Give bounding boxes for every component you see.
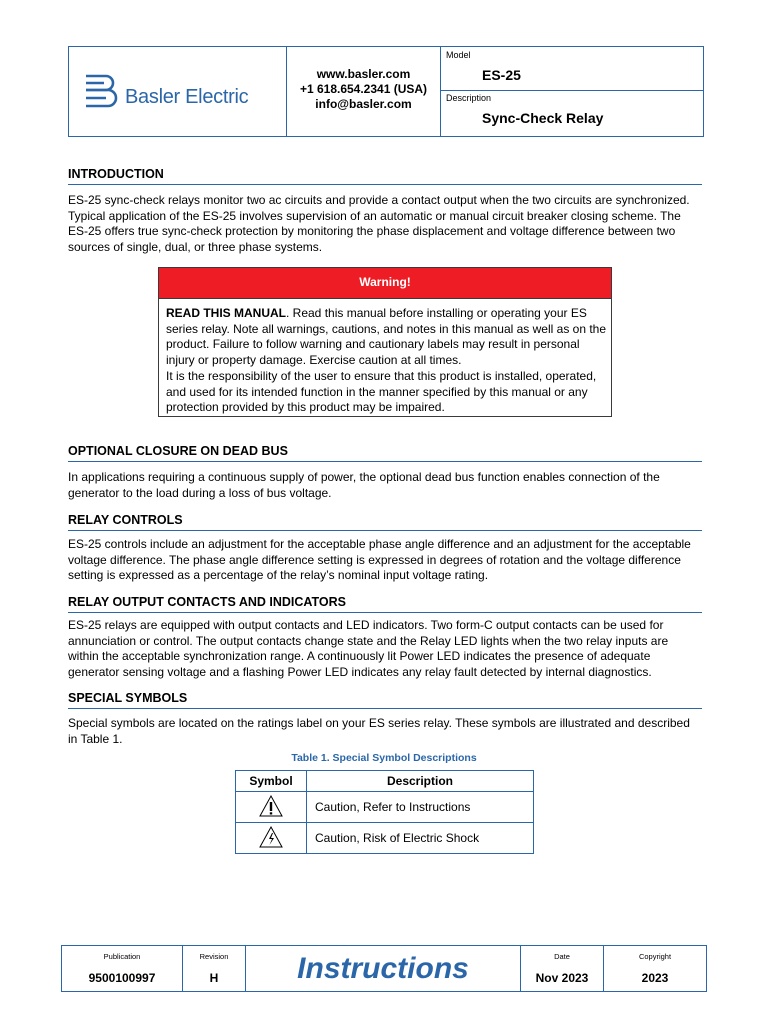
table-row <box>236 792 534 823</box>
warning-title: Warning! <box>159 268 611 299</box>
outputs-heading: RELAY OUTPUT CONTACTS AND INDICATORS <box>68 595 702 613</box>
publication-cell <box>62 946 183 991</box>
model-label: Model <box>446 50 471 60</box>
logo-cell <box>69 47 287 136</box>
col-symbol: Symbol <box>236 771 307 792</box>
controls-text: ES-25 controls include an adjustment for the acceptable phase angle difference and an adjustment for the acceptable voltage difference. The phase angle difference setting is expressed in degrees of rotation and the voltage difference setting is expressed as a percentage of the relay’s nominal input voltage rating. <box>68 537 691 582</box>
table-header-row <box>236 771 534 792</box>
date-label: Date <box>554 952 570 961</box>
intro-text: ES-25 sync-check relays monitor two ac circuits and provide a contact output when the two circuits are synchronized. Typical application of the ES-25 involves supervision of an automatic or manual circuit breaker closing scheme. The ES-25 offers true sync-check protection by monitoring the phase displacement and voltage difference between two sources of single, dual, or three phase systems. <box>68 193 690 254</box>
date-value: Nov 2023 <box>535 971 589 985</box>
revision-cell <box>183 946 246 991</box>
warning-paragraph-1 <box>166 306 606 368</box>
footer-title: Instructions <box>297 952 469 985</box>
copyright-cell <box>604 946 706 991</box>
copyright-label: Copyright <box>638 952 672 961</box>
warning-lead: READ THIS MANUAL <box>166 306 286 320</box>
outputs-text: ES-25 relays are equipped with output contacts and LED indicators. Two form-C output contacts can be used for annunciation or control. The output contacts change state and the Relay LED lights when the two relay inputs are within the acceptable synchronization range. A continuously lit Power LED indicates the presence of adequate generator sensing voltage and a flashing Power LED indicates any relay fault detected by internal diagnostics. <box>68 618 669 679</box>
contact-cell <box>287 47 441 136</box>
row-description: Caution, Risk of Electric Shock <box>307 823 534 854</box>
description-value: Sync-Check Relay <box>482 110 604 126</box>
revision-value: H <box>209 971 219 985</box>
symbols-text: Special symbols are located on the ratings label on your ES series relay. These symbols are illustrated and described in Table 1. <box>68 716 690 746</box>
table-row <box>236 823 534 854</box>
cell-divider <box>441 90 703 91</box>
copyright-value: 2023 <box>641 971 669 985</box>
brand-name: Basler Electric <box>125 86 249 108</box>
title-cell <box>246 946 521 991</box>
header-table <box>68 46 704 137</box>
controls-heading: RELAY CONTROLS <box>68 513 702 531</box>
model-value: ES-25 <box>482 67 521 83</box>
intro-heading: INTRODUCTION <box>68 167 702 185</box>
model-cell <box>441 47 703 136</box>
row-description: Caution, Refer to Instructions <box>307 792 534 823</box>
electric-shock-icon <box>258 825 284 849</box>
publication-label: Publication <box>103 952 141 961</box>
warning-text-1: . Read this manual before installing or operating your ES series relay. Note all warnings, cautions, and notes in this manual as well as on the product. Failure to follow warning and cautionary labels may result in personal injury or property damage. Exercise caution at all times. <box>166 306 607 367</box>
date-cell <box>521 946 604 991</box>
website-link[interactable]: www.basler.com <box>316 67 411 81</box>
phone-number: +1 618.654.2341 (USA) <box>299 82 428 96</box>
symbols-table <box>235 770 534 854</box>
warning-box <box>158 267 612 417</box>
publication-value: 9500100997 <box>88 971 156 985</box>
table-caption: Table 1. Special Symbol Descriptions <box>291 752 477 764</box>
col-description: Description <box>307 771 534 792</box>
warning-paragraph-2: It is the responsibility of the user to ensure that this product is installed, operated, and used for its intended function in the manner specified by this manual or any protection provided by this product may be impaired. <box>166 369 597 414</box>
caution-exclamation-icon <box>258 794 284 818</box>
revision-label: Revision <box>199 952 229 961</box>
description-label: Description <box>446 93 492 103</box>
symbols-heading: SPECIAL SYMBOLS <box>68 691 702 709</box>
footer-table <box>61 945 707 992</box>
email-link[interactable]: info@basler.com <box>315 97 412 111</box>
basler-logo-icon <box>84 73 120 109</box>
dead-bus-heading: OPTIONAL CLOSURE ON DEAD BUS <box>68 444 702 462</box>
dead-bus-text: In applications requiring a continuous supply of power, the optional dead bus function enables connection of the generator to the load during a loss of bus voltage. <box>68 470 660 500</box>
